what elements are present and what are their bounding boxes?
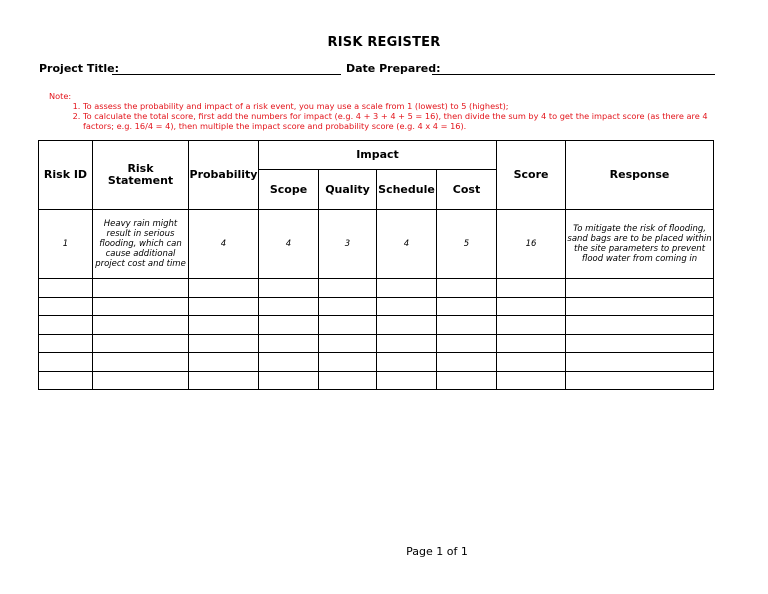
col-header-risk-statement: Risk Statement: [93, 141, 189, 210]
note-item: 2. To calculate the total score, first add the numbers for impact (e.g. 4 + 3 + 4 + 5 = 16), then divide the sum by 4 to get the impact score (as there are 4 factors; e.g. 16/4 = 4), then multiple the impact score and probability score (e.g. 4 x 4 = 16).: [83, 111, 709, 131]
empty-cell[interactable]: [93, 297, 189, 316]
col-header-probability: Probability: [189, 141, 259, 210]
col-header-response: Response: [566, 141, 714, 210]
empty-cell[interactable]: [319, 353, 377, 372]
cell-quality[interactable]: 3: [319, 210, 377, 279]
empty-cell[interactable]: [497, 371, 566, 390]
empty-cell[interactable]: [437, 371, 497, 390]
empty-cell[interactable]: [189, 279, 259, 298]
cell-risk-statement[interactable]: Heavy rain might result in serious flooding, which can cause additional project cost and time: [93, 210, 189, 279]
notes-section: [49, 91, 709, 131]
empty-cell[interactable]: [93, 279, 189, 298]
cell-schedule[interactable]: 4: [377, 210, 437, 279]
empty-cell[interactable]: [39, 297, 93, 316]
date-prepared-field[interactable]: [432, 74, 715, 75]
cell-probability[interactable]: 4: [189, 210, 259, 279]
empty-cell[interactable]: [93, 334, 189, 353]
empty-cell[interactable]: [497, 316, 566, 335]
project-title-field[interactable]: [112, 74, 341, 75]
empty-cell[interactable]: [93, 371, 189, 390]
empty-cell[interactable]: [319, 297, 377, 316]
col-header-quality: Quality: [319, 170, 377, 210]
empty-cell[interactable]: [437, 316, 497, 335]
empty-cell[interactable]: [377, 334, 437, 353]
empty-cell[interactable]: [377, 297, 437, 316]
cell-response[interactable]: To mitigate the risk of flooding, sand bags are to be placed within the site parameters to prevent flood water from coming in: [566, 210, 714, 279]
empty-cell[interactable]: [189, 371, 259, 390]
empty-cell[interactable]: [497, 279, 566, 298]
empty-cell[interactable]: [259, 371, 319, 390]
empty-cell[interactable]: [566, 371, 714, 390]
document-title: RISK REGISTER: [327, 35, 441, 50]
empty-cell[interactable]: [566, 316, 714, 335]
empty-cell[interactable]: [566, 297, 714, 316]
empty-cell[interactable]: [93, 353, 189, 372]
empty-row: [39, 279, 714, 298]
empty-cell[interactable]: [377, 279, 437, 298]
empty-cell[interactable]: [497, 353, 566, 372]
col-header-schedule: Schedule: [377, 170, 437, 210]
empty-cell[interactable]: [437, 297, 497, 316]
empty-cell[interactable]: [566, 279, 714, 298]
empty-cell[interactable]: [189, 334, 259, 353]
empty-cell[interactable]: [319, 334, 377, 353]
empty-cell[interactable]: [259, 353, 319, 372]
empty-cell[interactable]: [189, 297, 259, 316]
empty-row: [39, 353, 714, 372]
cell-score[interactable]: 16: [497, 210, 566, 279]
col-header-score: Score: [497, 141, 566, 210]
note-item: 1. To assess the probability and impact of a risk event, you may use a scale from 1 (lowest) to 5 (highest);: [83, 101, 709, 111]
empty-cell[interactable]: [437, 334, 497, 353]
empty-cell[interactable]: [566, 353, 714, 372]
col-header-impact: Impact: [259, 141, 497, 170]
empty-cell[interactable]: [189, 316, 259, 335]
empty-row: [39, 316, 714, 335]
risk-register-table: [38, 140, 714, 390]
empty-cell[interactable]: [319, 371, 377, 390]
empty-cell[interactable]: [39, 353, 93, 372]
empty-cell[interactable]: [93, 316, 189, 335]
note-label: Note:: [49, 91, 72, 101]
empty-cell[interactable]: [39, 316, 93, 335]
empty-cell[interactable]: [39, 371, 93, 390]
empty-row: [39, 297, 714, 316]
cell-cost[interactable]: 5: [437, 210, 497, 279]
empty-row: [39, 334, 714, 353]
empty-cell[interactable]: [319, 279, 377, 298]
empty-cell[interactable]: [259, 297, 319, 316]
col-header-risk-id: Risk ID: [39, 141, 93, 210]
col-header-scope: Scope: [259, 170, 319, 210]
empty-cell[interactable]: [437, 353, 497, 372]
empty-cell[interactable]: [497, 297, 566, 316]
notes-list: [49, 101, 709, 131]
date-prepared-label: Date Prepared:: [346, 62, 441, 75]
empty-cell[interactable]: [566, 334, 714, 353]
empty-cell[interactable]: [259, 279, 319, 298]
table-row: [39, 210, 714, 279]
empty-cell[interactable]: [189, 353, 259, 372]
empty-cell[interactable]: [39, 279, 93, 298]
empty-cell[interactable]: [319, 316, 377, 335]
empty-cell[interactable]: [377, 316, 437, 335]
col-header-cost: Cost: [437, 170, 497, 210]
empty-cell[interactable]: [259, 334, 319, 353]
empty-cell[interactable]: [259, 316, 319, 335]
project-title-label: Project Title:: [39, 62, 120, 75]
empty-row: [39, 371, 714, 390]
empty-cell[interactable]: [497, 334, 566, 353]
empty-cell[interactable]: [377, 353, 437, 372]
cell-scope[interactable]: 4: [259, 210, 319, 279]
page-number: Page 1 of 1: [406, 545, 468, 558]
empty-cell[interactable]: [437, 279, 497, 298]
empty-cell[interactable]: [377, 371, 437, 390]
cell-risk-id[interactable]: 1: [39, 210, 93, 279]
empty-cell[interactable]: [39, 334, 93, 353]
